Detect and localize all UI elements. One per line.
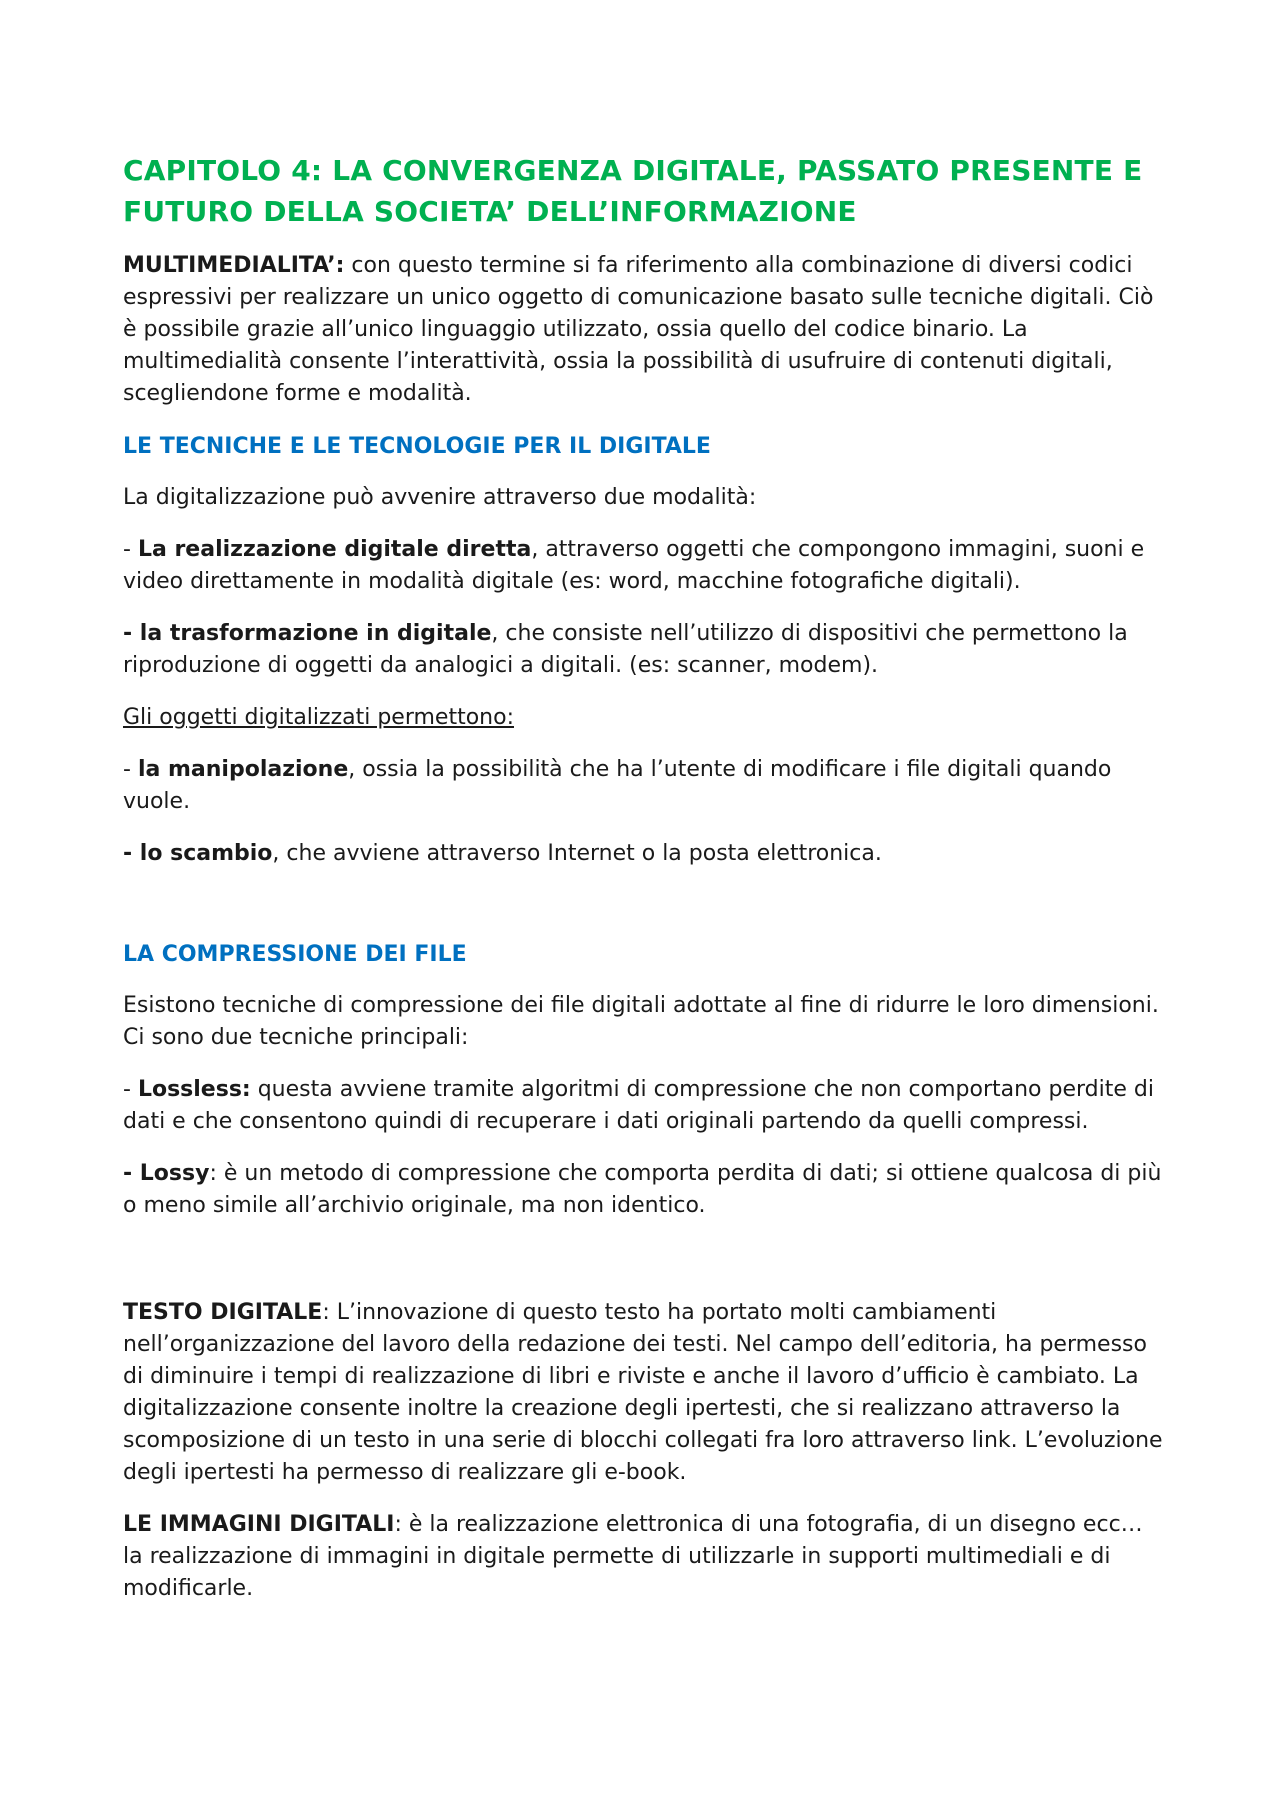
list-item-lossy: - Lossy: è un metodo di compressione che comporta perdita di dati; si ottiene qualcosa di più o meno simile all’archivio originale, ma non identico.: [123, 1161, 1162, 1218]
chapter-title: CAPITOLO 4: LA CONVERGENZA DIGITALE, PASSATO PRESENTE E FUTURO DELLA SOCIETA’ DELL’INFORMAZIONE: [123, 154, 1143, 228]
paragraph-digitalizzazione-intro: La digitalizzazione può avvenire attraverso due modalità:: [123, 485, 757, 510]
document-body: [123, 150, 1168, 1605]
list-item-manipolazione: - la manipolazione, ossia la possibilità che ha l’utente di modificare i file digitali quando vuole.: [123, 757, 1112, 814]
list-item-trasformazione: - la trasformazione in digitale, che consiste nell’utilizzo di dispositivi che permettono la riproduzione di oggetti da analogici a digitali. (es: scanner, modem).: [123, 621, 1128, 678]
paragraph-testo-digitale: TESTO DIGITALE: L’innovazione di questo testo ha portato molti cambiamenti nell’organizzazione del lavoro della redazione dei testi. Nel campo dell’editoria, ha permesso di diminuire i tempi di realizzazione di libri e riviste e anche il lavoro d’ufficio è cambiato. La digitalizzazione consente inoltre la creazione degli ipertesti, che si realizzano attraverso la scomposizione di un testo in una serie di blocchi collegati fra loro attraverso link. L’evoluzione degli ipertesti ha permesso di realizzare gli e-book.: [123, 1300, 1163, 1485]
term-immagini-digitali: LE IMMAGINI DIGITALI: [123, 1512, 395, 1537]
subheading-oggetti-digitalizzati: Gli oggetti digitalizzati permettono:: [123, 705, 514, 730]
paragraph-immagini-digitali: LE IMMAGINI DIGITALI: è la realizzazione elettronica di una fotografia, di un disegno ecc… la realizzazione di immagini in digitale permette di utilizzarle in supporti multimediali e di modificarle.: [123, 1512, 1143, 1601]
term-testo-digitale: TESTO DIGITALE: [123, 1300, 323, 1325]
list-item-lossless: - Lossless: questa avviene tramite algoritmi di compressione che non comportano perdite di dati e che consentono quindi di recuperare i dati originali partendo da quelli compressi.: [123, 1077, 1154, 1134]
section-heading-tecniche: LE TECNICHE E LE TECNOLOGIE PER IL DIGITALE: [123, 434, 711, 459]
section-heading-compressione: LA COMPRESSIONE DEI FILE: [123, 942, 467, 967]
term-multimedialita: MULTIMEDIALITA’:: [123, 253, 345, 278]
paragraph-compressione-intro: Esistono tecniche di compressione dei file digitali adottate al fine di ridurre le loro dimensioni. Ci sono due tecniche principali:: [123, 993, 1159, 1050]
list-item-realizzazione-diretta: - La realizzazione digitale diretta, attraverso oggetti che compongono immagini, suoni e video direttamente in modalità digitale (es: word, macchine fotografiche digitali).: [123, 537, 1145, 594]
paragraph-multimedialita: MULTIMEDIALITA’: con questo termine si fa riferimento alla combinazione di diversi codici espressivi per realizzare un unico oggetto di comunicazione basato sulle tecniche digitali. Ciò è possibile grazie all’unico linguaggio utilizzato, ossia quello del codice binario. La multimedialità consente l’interattività, ossia la possibilità di usufruire di contenuti digitali, scegliendone forme e modalità.: [123, 253, 1154, 406]
list-item-scambio: - lo scambio, che avviene attraverso Internet o la posta elettronica.: [123, 841, 882, 866]
